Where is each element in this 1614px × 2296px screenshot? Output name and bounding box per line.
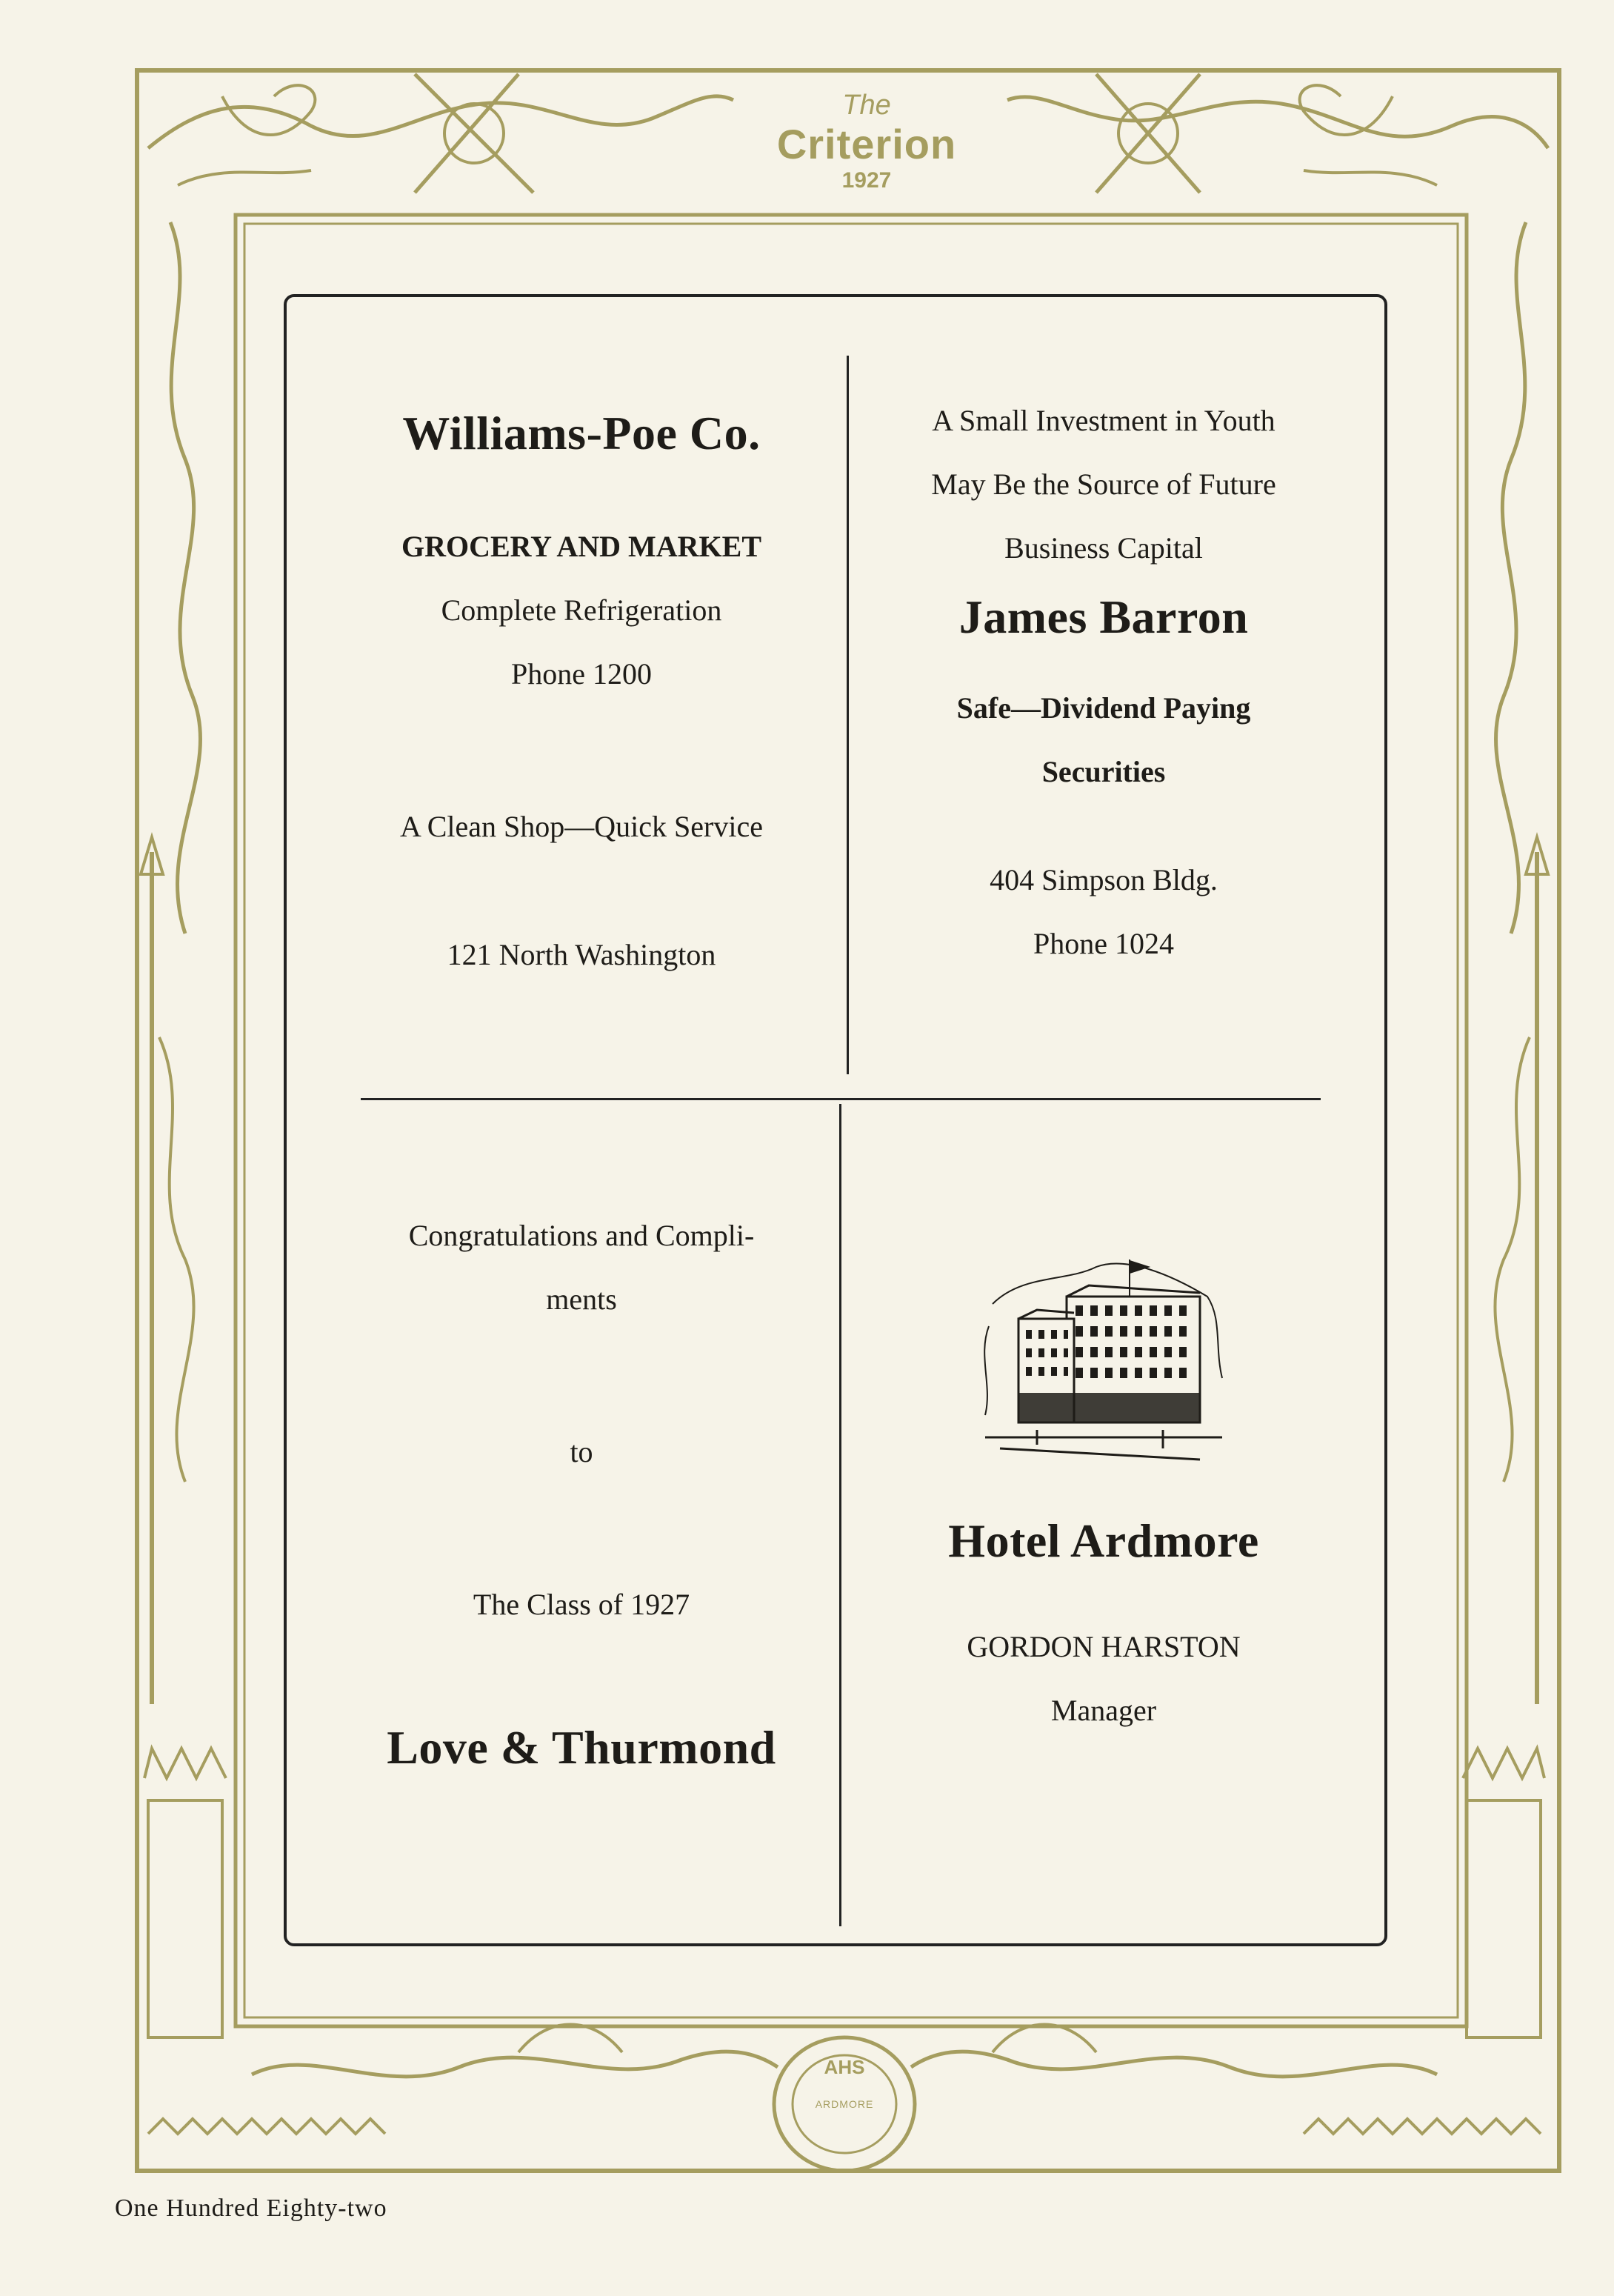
ad-love-line4: The Class of 1927	[473, 1588, 690, 1621]
ad-hotel-name: Hotel Ardmore	[948, 1514, 1259, 1567]
yearbook-header	[726, 89, 1007, 194]
ad-barron-line4: Phone 1024	[1033, 927, 1174, 960]
ad-williams-name: Williams-Poe Co.	[402, 407, 761, 459]
ad-williams-line2: Complete Refrigeration	[441, 593, 722, 627]
crest-top: AHS	[824, 2056, 865, 2078]
ad-williams-line1: GROCERY AND MARKET	[401, 530, 761, 563]
ad-james-barron	[852, 404, 1355, 976]
ad-williams-line3: Phone 1200	[511, 657, 652, 691]
ad-barron-intro3: Business Capital	[1004, 531, 1203, 565]
ad-barron-name: James Barron	[958, 590, 1249, 643]
ad-williams-line4: A Clean Shop—Quick Service	[400, 810, 763, 843]
ad-barron-line2: Securities	[1041, 755, 1166, 788]
divider-vertical-bottom	[839, 1104, 841, 1926]
divider-vertical-top	[847, 356, 849, 1074]
ad-love-line2: ments	[546, 1282, 617, 1316]
ad-williams-line5: 121 North Washington	[447, 938, 716, 971]
divider-horizontal	[361, 1098, 1321, 1100]
header-title: Criterion	[776, 121, 957, 167]
ad-hotel-ardmore	[852, 1260, 1355, 1743]
ahs-crest	[800, 2056, 889, 2130]
page-number: One Hundred Eighty-two	[115, 2194, 387, 2222]
ad-barron-line1: Safe—Dividend Paying	[956, 691, 1251, 725]
ad-barron-intro2: May Be the Source of Future	[931, 467, 1276, 501]
ad-barron-intro1: A Small Investment in Youth	[932, 404, 1275, 437]
ad-love-name: Love & Thurmond	[387, 1721, 776, 1774]
ad-love-thurmond	[326, 1204, 837, 1777]
header-year: 1927	[841, 168, 892, 193]
ad-williams-poe	[326, 404, 837, 987]
ad-barron-line3: 404 Simpson Bldg.	[990, 863, 1218, 896]
crest-bottom: ARDMORE	[815, 2098, 874, 2110]
ad-hotel-line1: GORDON HARSTON	[967, 1630, 1241, 1663]
ad-love-line3: to	[570, 1435, 593, 1468]
ad-hotel-line2: Manager	[1050, 1694, 1157, 1727]
ad-love-line1: Congratulations and Compli-	[408, 1219, 755, 1252]
header-the: The	[842, 90, 891, 121]
